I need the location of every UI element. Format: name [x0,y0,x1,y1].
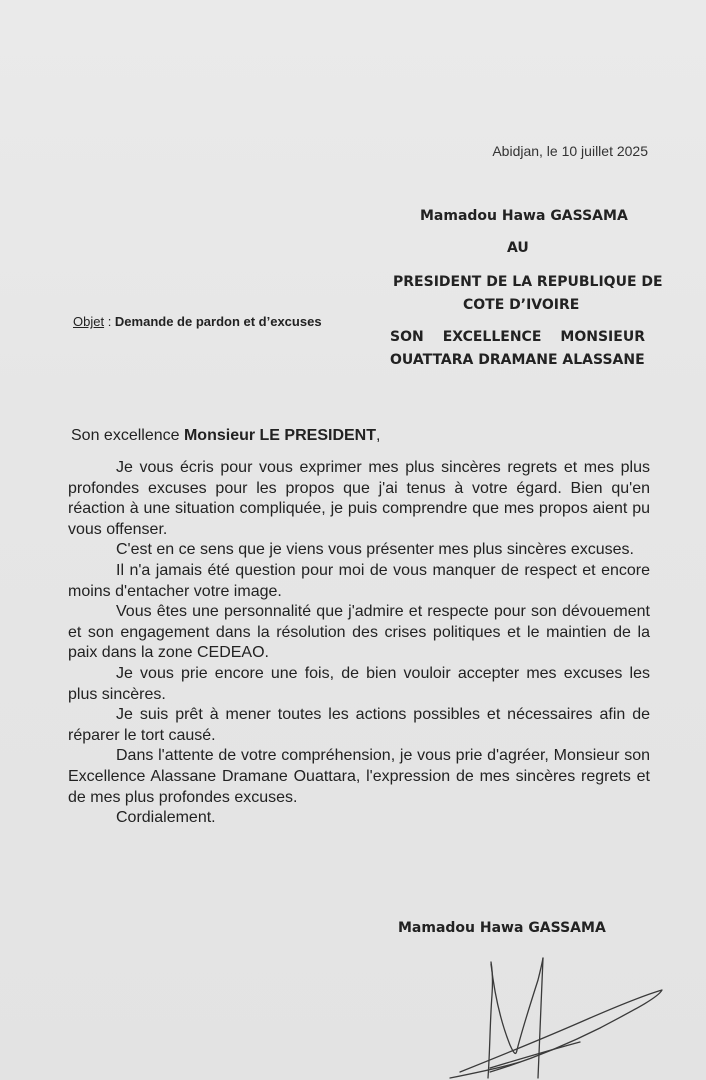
subject-separator: : [104,314,115,329]
subject-value: Demande de pardon et d’excuses [114,314,322,329]
salutation-suffix: , [376,427,381,444]
body-paragraph: C'est en ce sens que je viens vous présenter mes plus sincères excuses. [116,541,634,559]
salutation-title: Monsieur LE PRESIDENT [183,427,376,444]
letter-body [68,458,650,829]
body-paragraph: Je vous écris pour vous exprimer mes plus sincères regrets et mes plus profondes excuses pour les propos que j'ai tenus à votre égard. Bien qu'en réaction à une situation compliquée, je puis comprendre que mes propos aient pu vous offenser. [68,459,650,538]
recipient-word-son: SON [390,329,424,345]
closing: Cordialement. [116,809,216,827]
recipient-line-4: OUATTARA DRAMANE ALASSANE [390,352,645,368]
signature-name: Mamadou Hawa GASSAMA [398,920,606,936]
handwritten-signature [430,950,680,1080]
recipient-line-2: COTE D’IVOIRE [463,297,580,313]
body-paragraph: Vous êtes une personnalité que j'admire et respecte pour son dévouement et son engagement dans la résolution des crises politiques et le maintien de la paix dans la zone CEDEAO. [68,603,650,662]
recipient-line-1: PRESIDENT DE LA REPUBLIQUE DE [393,274,663,290]
recipient-word-excellence: EXCELLENCE [442,329,542,345]
body-paragraph: Dans l'attente de votre compréhension, je vous prie d'agréer, Monsieur son Excellence Alassane Dramane Ouattara, l'expression de mes sincères regrets et de mes plus profondes excuses. [68,747,650,806]
recipient-line-3 [390,329,645,345]
subject-label: Objet [73,314,105,329]
salutation [71,427,380,445]
salutation-prefix: Son excellence [71,427,184,444]
body-paragraph: Je suis prêt à mener toutes les actions possibles et nécessaires afin de réparer le tort causé. [68,706,650,744]
body-paragraph: Il n'a jamais été question pour moi de vous manquer de respect et encore moins d'entacher votre image. [68,561,650,600]
subject-line [73,314,322,329]
body-paragraph: Je vous prie encore une fois, de bien vouloir accepter mes excuses les plus sincères. [68,664,650,703]
au-label: AU [507,240,529,256]
date-line: Abidjan, le 10 juillet 2025 [492,143,648,159]
recipient-word-monsieur: MONSIEUR [560,329,645,345]
sender-name: Mamadou Hawa GASSAMA [420,208,628,224]
